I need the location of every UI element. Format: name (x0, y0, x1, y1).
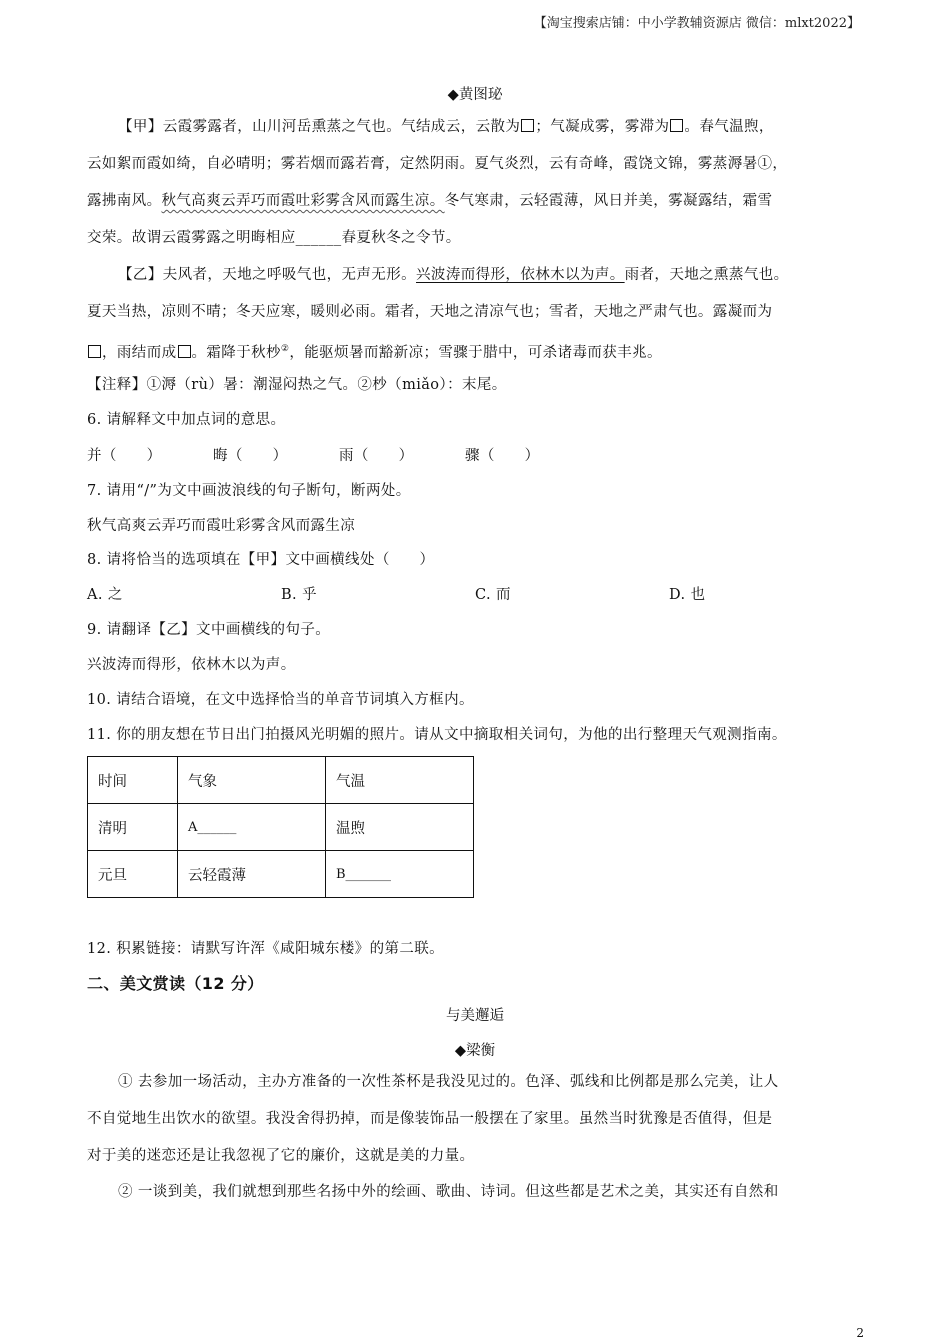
table-cell: 云轻霞薄 (178, 851, 326, 898)
q9-text: 兴波涛而得形，依林木以为声。 (87, 657, 296, 673)
q6-option: 骤（ ） (465, 448, 540, 464)
jia-line-3: 露拂南风。秋气高爽云弄巧而霞吐彩雾含风而露生凉。冬气寒肃，云轻霞薄，风日并美，雾凝露结，霜雪 (87, 193, 773, 209)
header-time: 时间 (88, 757, 178, 804)
shop-header: 【淘宝搜索店铺：中小学教辅资源店 微信：mlxt2022】 (533, 16, 860, 31)
q6-option: 雨（ ） (339, 448, 414, 464)
author-huang: ◆黄图珌 (447, 87, 503, 103)
notes: 【注释】①溽（rù）暑：潮湿闷热之气。②杪（miǎo）：末尾。 (87, 377, 507, 393)
blank-box (521, 119, 534, 132)
question-8: 8. 请将恰当的选项填在【甲】文中画横线处（ ） (87, 552, 435, 568)
essay-p1-line-1: ① 去参加一场活动，主办方准备的一次性茶杯是我没见过的。色泽、弧线和比例都是那么完美，让人 (118, 1074, 779, 1090)
answer-blank-b: B_______ (326, 851, 474, 898)
q8-option-a: A. 之 (87, 587, 123, 603)
page-number: 2 (856, 1326, 864, 1340)
question-12: 12. 积累链接：请默写许浑《咸阳城东楼》的第二联。 (87, 941, 445, 957)
jia-line-2: 云如絮而霞如绮，自必晴明；雾若烟而露若膏，定然阴雨。夏气炎烈，云有奇峰，霞饶文锦，雾蒸溽暑①， (87, 156, 788, 172)
header-weather: 气象 (178, 757, 326, 804)
wavy-sentence: 秋气高爽云弄巧而霞吐彩雾含风而露生凉。 (161, 193, 445, 209)
question-9: 9. 请翻译【乙】文中画横线的句子。 (87, 622, 331, 638)
blank-box (88, 345, 101, 358)
q7-text: 秋气高爽云弄巧而霞吐彩雾含风而露生凉 (87, 518, 356, 534)
question-10: 10. 请结合语境，在文中选择恰当的单音节词填入方框内。 (87, 692, 474, 708)
table-row (88, 851, 474, 898)
table-cell: 温煦 (326, 804, 474, 851)
question-7: 7. 请用“/”为文中画波浪线的句子断句，断两处。 (87, 483, 411, 499)
q6-option: 并（ ） (87, 448, 162, 464)
weather-guide-table (87, 756, 474, 898)
yi-line-2: 夏天当热，凉则不晴；冬天应寒，暖则必雨。霜者，天地之清凉气也；雪者，天地之严肃气也。露凝而为 (87, 304, 773, 320)
yi-line-1: 【乙】夫风者，天地之呼吸气也，无声无形。兴波涛而得形，依林木以为声。雨者，天地之熏蒸气也。 (118, 267, 789, 283)
q8-option-b: B. 乎 (281, 587, 317, 603)
essay-title: 与美邂逅 (446, 1008, 504, 1024)
table-cell: 元旦 (88, 851, 178, 898)
question-6: 6. 请解释文中加点词的意思。 (87, 412, 286, 428)
jia-line-4: 交荣。故谓云霞雾露之明晦相应______春夏秋冬之令节。 (87, 230, 461, 246)
table-header-row (88, 757, 474, 804)
q8-option-c: C. 而 (475, 587, 511, 603)
table-cell: 清明 (88, 804, 178, 851)
table-row (88, 804, 474, 851)
blank-box (670, 119, 683, 132)
question-11: 11. 你的朋友想在节日出门拍摄风光明媚的照片。请从文中摘取相关词句，为他的出行整理天气观测指南。 (87, 727, 787, 743)
essay-p1-line-2: 不自觉地生出饮水的欲望。我没舍得扔掉，而是像装饰品一般摆在了家里。虽然当时犹豫是否值得，但是 (87, 1111, 773, 1127)
essay-p1-line-3: 对于美的迷恋还是让我忽视了它的廉价，这就是美的力量。 (87, 1148, 475, 1164)
essay-author: ◆梁衡 (454, 1043, 496, 1059)
underlined-sentence: 兴波涛而得形，依林木以为声。 (416, 267, 625, 283)
q8-option-d: D. 也 (669, 587, 706, 603)
section-heading: 二、美文赏读（12 分） (87, 974, 264, 993)
essay-p2-line-1: ② 一谈到美，我们就想到那些名扬中外的绘画、歌曲、诗词。但这些都是艺术之美，其实还有自然和 (118, 1184, 779, 1200)
blank-box (178, 345, 191, 358)
answer-blank-a: A______ (178, 804, 326, 851)
q6-option: 晦（ ） (213, 448, 288, 464)
yi-line-3: ，雨结而成 。霜降于秋杪②，能驱烦暑而豁新凉；雪骤于腊中，可杀诸毒而获丰兆。 (87, 339, 662, 363)
header-temp: 气温 (326, 757, 474, 804)
jia-line-1: 【甲】云霞雾露者，山川河岳熏蒸之气也。气结成云，云散为 ；气凝成雾，雾滞为 。春气温煦， (118, 119, 774, 135)
